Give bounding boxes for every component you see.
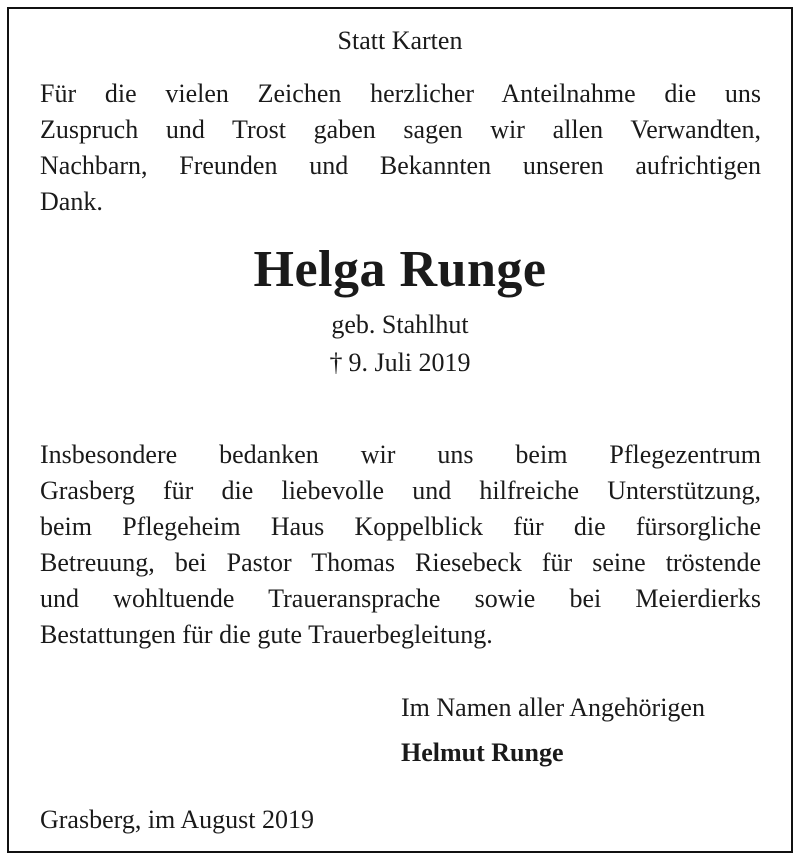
thanks-line: Für die vielen Zeichen herzlicher Anteilnahme die uns <box>40 79 761 108</box>
place-date: Grasberg, im August 2019 <box>40 805 314 834</box>
header-statt-karten: Statt Karten <box>337 26 463 55</box>
special-thanks-line: Insbesondere bedanken wir uns beim Pflegezentrum <box>40 440 761 469</box>
special-thanks-line: Bestattungen für die gute Trauerbegleitung. <box>40 620 493 649</box>
special-thanks-line: und wohltuende Traueransprache sowie bei Meierdierks <box>40 584 761 613</box>
maiden-name: geb. Stahlhut <box>331 310 469 339</box>
special-thanks-line: beim Pflegeheim Haus Koppelblick für die fürsorgliche <box>40 512 761 541</box>
special-thanks-line: Grasberg für die liebevolle und hilfreiche Unterstützung, <box>40 476 761 505</box>
thanks-line: Nachbarn, Freunden und Bekannten unseren aufrichtigen <box>40 151 761 180</box>
thanks-line: Dank. <box>40 187 103 216</box>
special-thanks-paragraph <box>40 437 761 653</box>
thanks-paragraph <box>40 76 761 220</box>
death-date: 9. Juli 2019 <box>348 348 471 377</box>
cross-icon: † <box>329 348 343 377</box>
deceased-name: Helga Runge <box>253 241 547 298</box>
thanks-line: Zuspruch und Trost gaben sagen wir allen Verwandten, <box>40 115 761 144</box>
signature-intro: Im Namen aller Angehörigen <box>401 693 705 722</box>
signature-name: Helmut Runge <box>401 738 564 767</box>
special-thanks-line: Betreuung, bei Pastor Thomas Riesebeck für seine tröstende <box>40 548 761 577</box>
death-date-line <box>0 347 800 379</box>
